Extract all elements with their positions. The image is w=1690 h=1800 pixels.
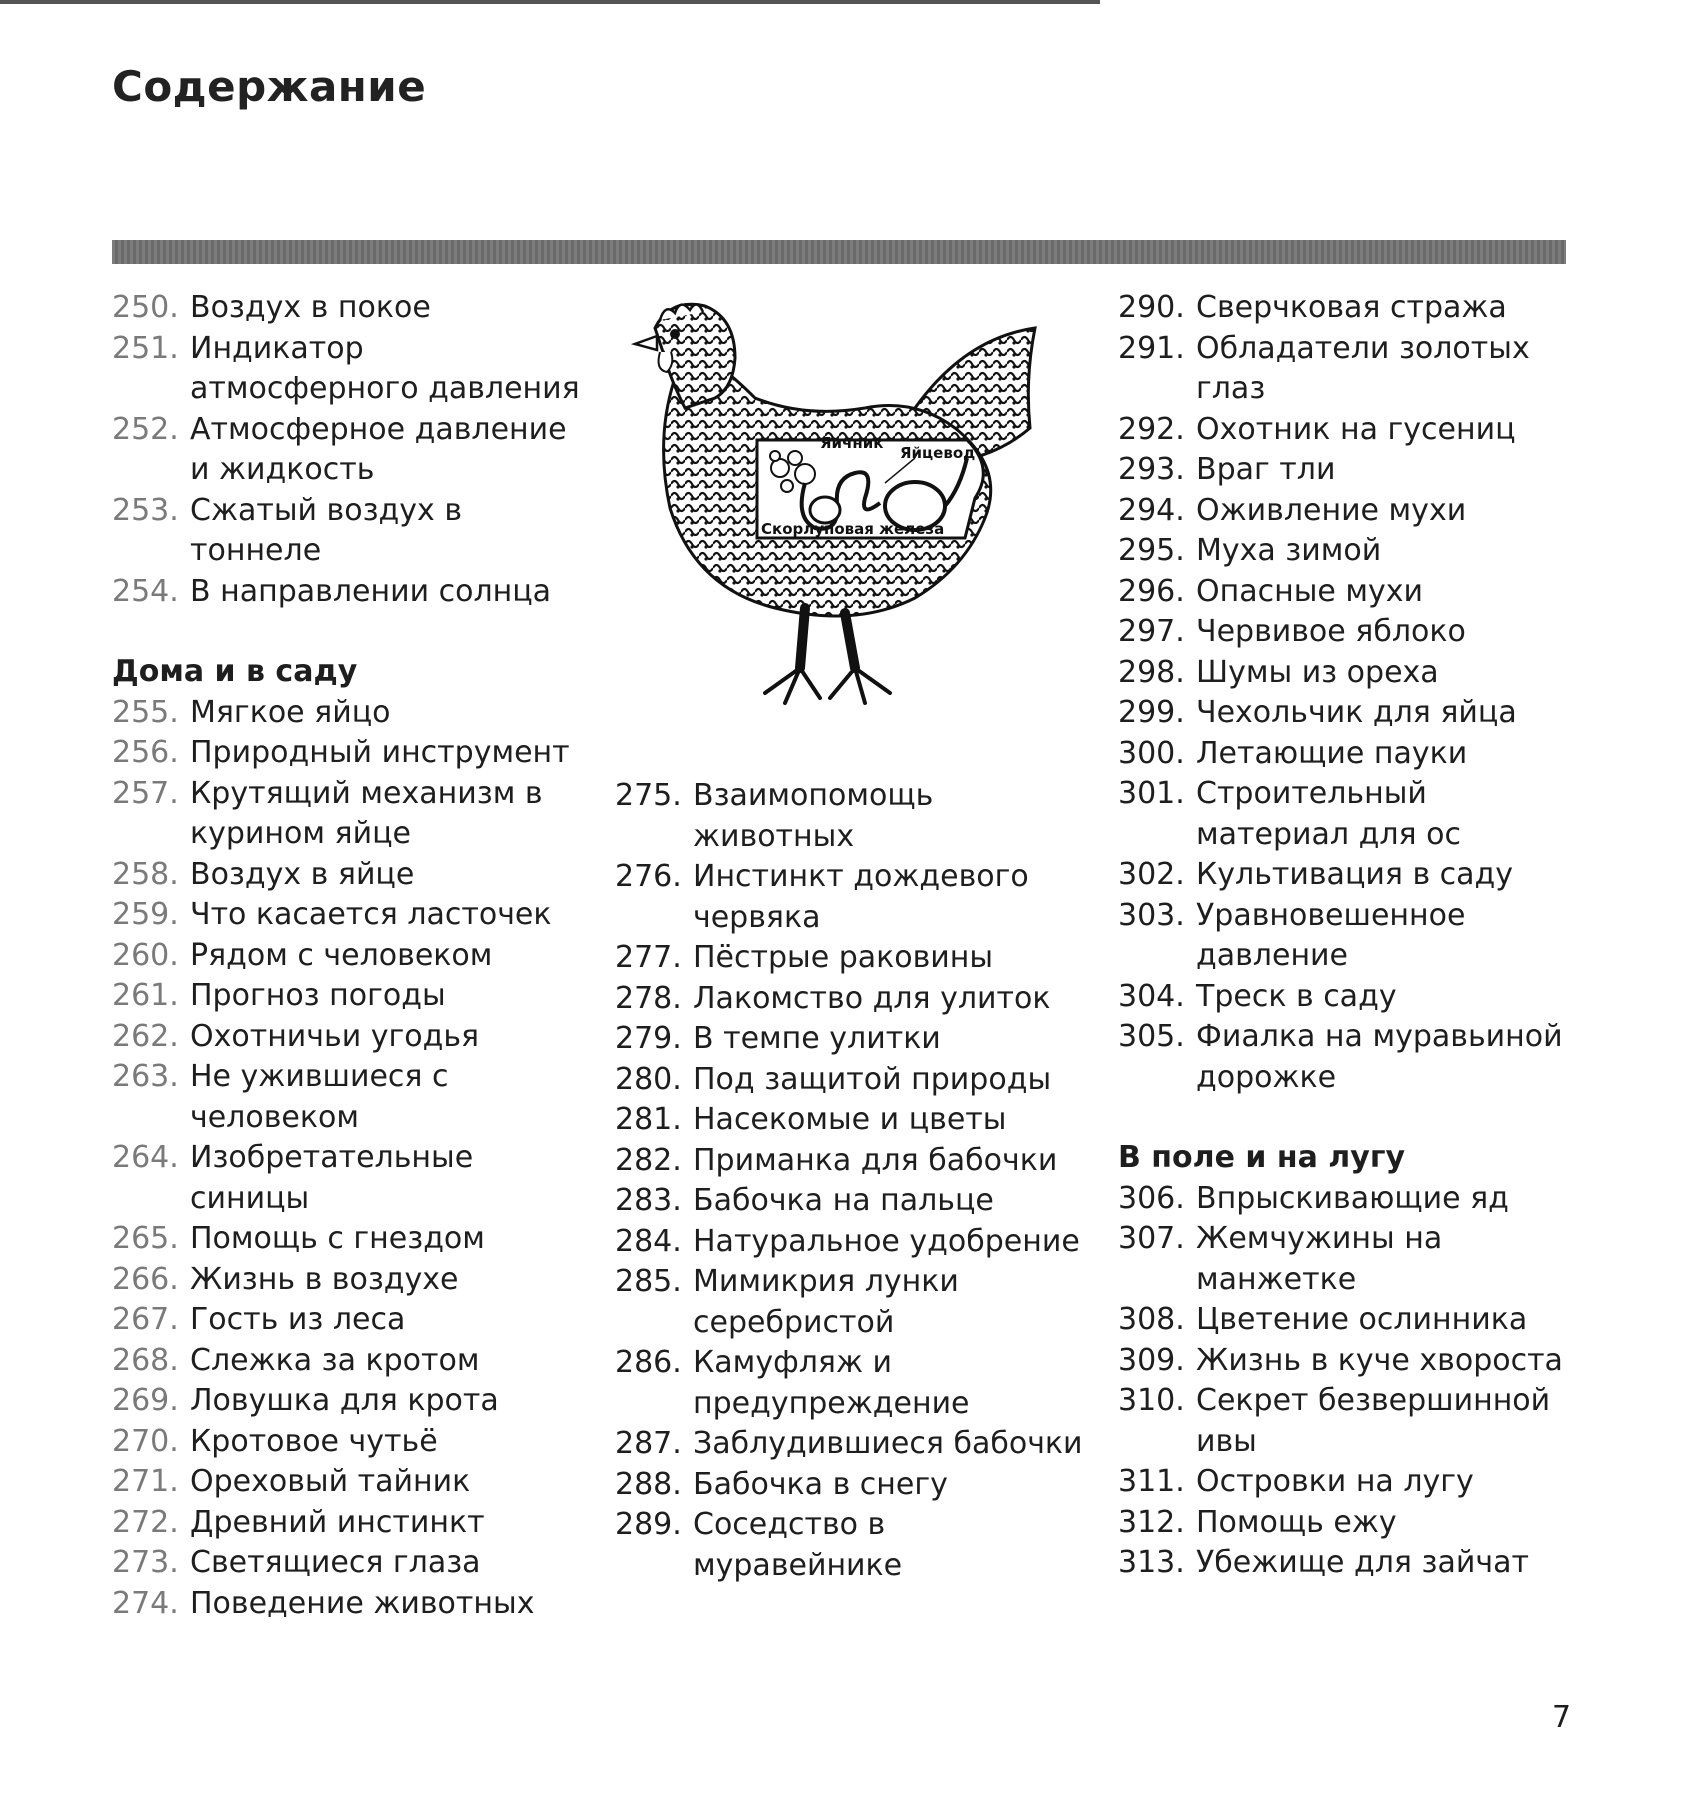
toc-entry — [615, 979, 1085, 1020]
entry-number: 281. — [615, 1102, 682, 1137]
entry-number: 276. — [615, 859, 682, 894]
toc-entry — [615, 1465, 1085, 1506]
entry-title: Пёстрые раковины — [693, 940, 994, 975]
entry-number: 262. — [112, 1018, 179, 1054]
entry-number: 280. — [615, 1061, 682, 1097]
toc-entry — [615, 776, 1085, 857]
toc-entry — [112, 1341, 582, 1382]
label-ovary: Яичник — [820, 434, 884, 452]
toc-entry — [615, 1181, 1085, 1222]
hen-illustration — [615, 298, 1055, 718]
entry-number: 292. — [1118, 411, 1185, 447]
entry-number: 294. — [1118, 492, 1185, 528]
entry-title: Не ужившиеся с человеком — [190, 1059, 449, 1135]
entry-title: Помощь с гнездом — [190, 1221, 485, 1256]
entry-title: Древний инстинкт — [190, 1504, 485, 1540]
entry-title: Чехольчик для яйца — [1196, 695, 1517, 730]
entry-number: 278. — [615, 980, 682, 1016]
entry-number: 259. — [112, 897, 179, 932]
entry-title: Воздух в яйце — [190, 856, 415, 892]
toc-entry — [615, 1343, 1085, 1424]
entry-title: В направлении солнца — [190, 573, 552, 609]
toc-entry — [615, 1100, 1085, 1141]
entry-number: 263. — [112, 1059, 179, 1094]
entry-number: 299. — [1118, 695, 1185, 730]
entry-number: 251. — [112, 330, 179, 366]
label-oviduct: Яйцевод — [900, 444, 976, 462]
toc-entry — [615, 1424, 1085, 1465]
toc-entry — [1118, 734, 1588, 775]
toc-entry — [1118, 531, 1588, 572]
entry-title: Жизнь в воздухе — [190, 1261, 459, 1297]
entry-title: В темпе улитки — [693, 1021, 941, 1056]
entry-number: 256. — [112, 735, 179, 770]
toc-entry — [112, 1138, 582, 1219]
entry-title: Кротовое чутьё — [190, 1423, 438, 1459]
entry-number: 264. — [112, 1140, 179, 1175]
toc-group-1a — [112, 288, 582, 612]
toc-entry — [1118, 693, 1588, 734]
entry-number: 305. — [1118, 1019, 1185, 1054]
entry-title: Индикатор атмосферного давления — [190, 330, 580, 406]
entry-number: 265. — [112, 1221, 179, 1256]
entry-number: 291. — [1118, 330, 1185, 366]
entry-number: 293. — [1118, 452, 1185, 487]
toc-entry — [112, 936, 582, 977]
entry-number: 267. — [112, 1302, 179, 1337]
entry-title: Сжатый воздух в тоннеле — [190, 492, 463, 568]
toc-entry — [112, 491, 582, 572]
entry-title: Червивое яблоко — [1196, 614, 1466, 649]
entry-number: 268. — [112, 1342, 179, 1378]
entry-title: Взаимопомощь животных — [693, 778, 934, 854]
toc-entry — [112, 572, 582, 613]
toc-entry — [1118, 1219, 1588, 1300]
toc-entry — [615, 1222, 1085, 1263]
page-number: 7 — [1552, 1700, 1572, 1735]
toc-entry — [615, 1019, 1085, 1060]
toc-entry — [1118, 329, 1588, 410]
toc-group-3b — [1118, 1179, 1588, 1584]
entry-number: 301. — [1118, 776, 1185, 811]
entry-number: 283. — [615, 1183, 682, 1218]
entry-number: 295. — [1118, 533, 1185, 568]
toc-entry — [112, 855, 582, 896]
toc-entry — [112, 410, 582, 491]
entry-number: 254. — [112, 573, 179, 609]
entry-title: Светящиеся глаза — [190, 1545, 481, 1580]
entry-number: 277. — [615, 940, 682, 975]
entry-title: Изобретательные синицы — [190, 1140, 474, 1216]
toc-entry — [112, 1381, 582, 1422]
toc-entry — [1118, 1179, 1588, 1220]
toc-entry — [1118, 572, 1588, 613]
entry-number: 269. — [112, 1383, 179, 1418]
section-heading-field-meadow: В поле и на лугу — [1118, 1140, 1406, 1175]
toc-entry — [1118, 653, 1588, 694]
entry-title: Прогноз погоды — [190, 978, 446, 1013]
entry-number: 311. — [1118, 1464, 1185, 1499]
entry-title: Убежище для зайчат — [1196, 1545, 1529, 1580]
toc-entry — [112, 1219, 582, 1260]
entry-title: Природный инструмент — [190, 735, 570, 770]
toc-group-1b — [112, 693, 582, 1625]
toc-column-2 — [615, 776, 1085, 1586]
entry-number: 272. — [112, 1504, 179, 1540]
entry-title: Бабочка на пальце — [693, 1183, 994, 1218]
toc-entry — [615, 938, 1085, 979]
entry-number: 257. — [112, 775, 179, 811]
entry-title: Заблудившиеся бабочки — [693, 1426, 1083, 1461]
entry-number: 252. — [112, 411, 179, 447]
entry-title: Соседство в муравейнике — [693, 1507, 903, 1583]
toc-entry — [112, 1017, 582, 1058]
toc-entry — [112, 733, 582, 774]
entry-title: Жизнь в куче хвороста — [1196, 1342, 1563, 1378]
entry-number: 287. — [615, 1426, 682, 1461]
page-title: Содержание — [112, 62, 427, 111]
entry-title: Островки на лугу — [1196, 1464, 1474, 1499]
toc-entry — [112, 288, 582, 329]
entry-number: 285. — [615, 1264, 682, 1299]
toc-entry — [1118, 774, 1588, 855]
entry-title: Охотничьи угодья — [190, 1018, 480, 1054]
entry-title: Бабочка в снегу — [693, 1466, 948, 1502]
toc-entry — [1118, 1341, 1588, 1382]
entry-title: Приманка для бабочки — [693, 1142, 1058, 1178]
entry-title: Охотник на гусениц — [1196, 411, 1516, 447]
entry-title: Насекомые и цветы — [693, 1102, 1007, 1137]
section-heading-home-garden: Дома и в саду — [112, 654, 358, 689]
entry-title: Ловушка для крота — [190, 1383, 499, 1418]
toc-entry — [112, 1057, 582, 1138]
heading-rule — [112, 240, 1566, 264]
toc-entry — [1118, 450, 1588, 491]
toc-entry — [112, 1300, 582, 1341]
entry-title: Помощь ежу — [1196, 1504, 1397, 1540]
entry-number: 258. — [112, 856, 179, 892]
entry-title: Инстинкт дождевого червяка — [693, 859, 1029, 935]
toc-entry — [112, 1260, 582, 1301]
toc-entry — [1118, 896, 1588, 977]
entry-title: Рядом с человеком — [190, 937, 493, 973]
entry-title: Строительный материал для ос — [1196, 776, 1461, 852]
entry-title: Лакомство для улиток — [693, 980, 1051, 1016]
entry-number: 270. — [112, 1423, 179, 1459]
entry-title: Впрыскивающие яд — [1196, 1180, 1509, 1216]
entry-title: Ореховый тайник — [190, 1464, 471, 1499]
toc-entry — [1118, 1543, 1588, 1584]
entry-title: Жемчужины на манжетке — [1196, 1221, 1443, 1297]
toc-entry — [1118, 612, 1588, 653]
toc-entry — [112, 1584, 582, 1625]
entry-number: 308. — [1118, 1302, 1185, 1337]
entry-number: 313. — [1118, 1545, 1185, 1580]
entry-number: 289. — [615, 1507, 682, 1542]
entry-number: 271. — [112, 1464, 179, 1499]
entry-title: Атмосферное давление и жидкость — [190, 411, 567, 487]
toc-column-3 — [1118, 288, 1588, 1584]
toc-entry — [112, 895, 582, 936]
entry-title: Уравновешенное давление — [1196, 897, 1466, 973]
entry-number: 300. — [1118, 735, 1185, 771]
entry-title: Мягкое яйцо — [190, 694, 391, 730]
toc-entry — [615, 1060, 1085, 1101]
entry-number: 250. — [112, 290, 179, 325]
entry-number: 302. — [1118, 857, 1185, 892]
toc-entry — [615, 1505, 1085, 1586]
label-shell-gland: Скорлуповая железа — [761, 520, 945, 538]
toc-entry — [1118, 1300, 1588, 1341]
toc-entry — [112, 1543, 582, 1584]
entry-number: 279. — [615, 1021, 682, 1056]
toc-entry — [615, 857, 1085, 938]
toc-entry — [1118, 977, 1588, 1018]
entry-title: Обладатели золотых глаз — [1196, 330, 1530, 406]
entry-number: 296. — [1118, 573, 1185, 609]
entry-title: Под защитой природы — [693, 1061, 1052, 1097]
toc-entry — [1118, 855, 1588, 896]
entry-title: Культивация в саду — [1196, 857, 1514, 892]
entry-number: 303. — [1118, 897, 1185, 933]
entry-number: 288. — [615, 1466, 682, 1502]
toc-entry — [112, 1422, 582, 1463]
entry-number: 309. — [1118, 1342, 1185, 1378]
entry-title: Муха зимой — [1196, 533, 1382, 568]
entry-title: Опасные мухи — [1196, 573, 1424, 609]
entry-number: 284. — [615, 1223, 682, 1259]
entry-title: Гость из леса — [190, 1302, 406, 1337]
entry-number: 261. — [112, 978, 179, 1013]
toc-entry — [1118, 1462, 1588, 1503]
entry-number: 282. — [615, 1142, 682, 1178]
entry-number: 312. — [1118, 1504, 1185, 1540]
entry-number: 304. — [1118, 978, 1185, 1014]
toc-entry — [1118, 1017, 1588, 1098]
entry-title: Слежка за кротом — [190, 1342, 480, 1378]
entry-title: Что касается ласточек — [190, 897, 552, 932]
toc-group-2a — [615, 776, 1085, 1586]
entry-title: Мимикрия лунки серебристой — [693, 1264, 959, 1340]
entry-number: 274. — [112, 1585, 179, 1621]
entry-title: Оживление мухи — [1196, 492, 1467, 528]
entry-number: 266. — [112, 1261, 179, 1297]
toc-entry — [615, 1262, 1085, 1343]
toc-entry — [112, 693, 582, 734]
toc-entry — [1118, 410, 1588, 451]
toc-entry — [1118, 1381, 1588, 1462]
toc-entry — [615, 1141, 1085, 1182]
toc-entry — [112, 329, 582, 410]
toc-entry — [112, 774, 582, 855]
toc-column-1 — [112, 288, 582, 1624]
entry-title: Натуральное удобрение — [693, 1223, 1080, 1259]
entry-number: 255. — [112, 694, 179, 730]
toc-entry — [112, 1503, 582, 1544]
entry-number: 275. — [615, 778, 682, 813]
entry-number: 273. — [112, 1545, 179, 1580]
toc-entry — [1118, 1503, 1588, 1544]
entry-title: Фиалка на муравьиной дорожке — [1196, 1019, 1563, 1095]
entry-title: Цветение ослинника — [1196, 1302, 1528, 1337]
entry-title: Враг тли — [1196, 452, 1336, 487]
entry-number: 253. — [112, 492, 179, 528]
entry-title: Поведение животных — [190, 1585, 535, 1621]
entry-title: Камуфляж и предупреждение — [693, 1345, 970, 1421]
entry-number: 307. — [1118, 1221, 1185, 1256]
entry-number: 286. — [615, 1345, 682, 1380]
toc-entry — [1118, 288, 1588, 329]
entry-title: Сверчковая стража — [1196, 290, 1507, 325]
entry-title: Шумы из ореха — [1196, 654, 1439, 690]
entry-number: 290. — [1118, 290, 1185, 325]
entry-number: 297. — [1118, 614, 1185, 649]
entry-title: Воздух в покое — [190, 290, 431, 325]
toc-entry — [112, 1462, 582, 1503]
entry-title: Секрет безвершинной ивы — [1196, 1383, 1551, 1459]
entry-number: 298. — [1118, 654, 1185, 690]
entry-number: 310. — [1118, 1383, 1185, 1418]
entry-number: 260. — [112, 937, 179, 973]
toc-group-3a — [1118, 288, 1588, 1098]
toc-entry — [112, 976, 582, 1017]
entry-title: Крутящий механизм в курином яйце — [190, 775, 543, 851]
entry-title: Летающие пауки — [1196, 735, 1468, 771]
entry-number: 306. — [1118, 1180, 1185, 1216]
toc-entry — [1118, 491, 1588, 532]
top-edge-strip — [0, 0, 1100, 4]
entry-title: Треск в саду — [1196, 978, 1397, 1014]
